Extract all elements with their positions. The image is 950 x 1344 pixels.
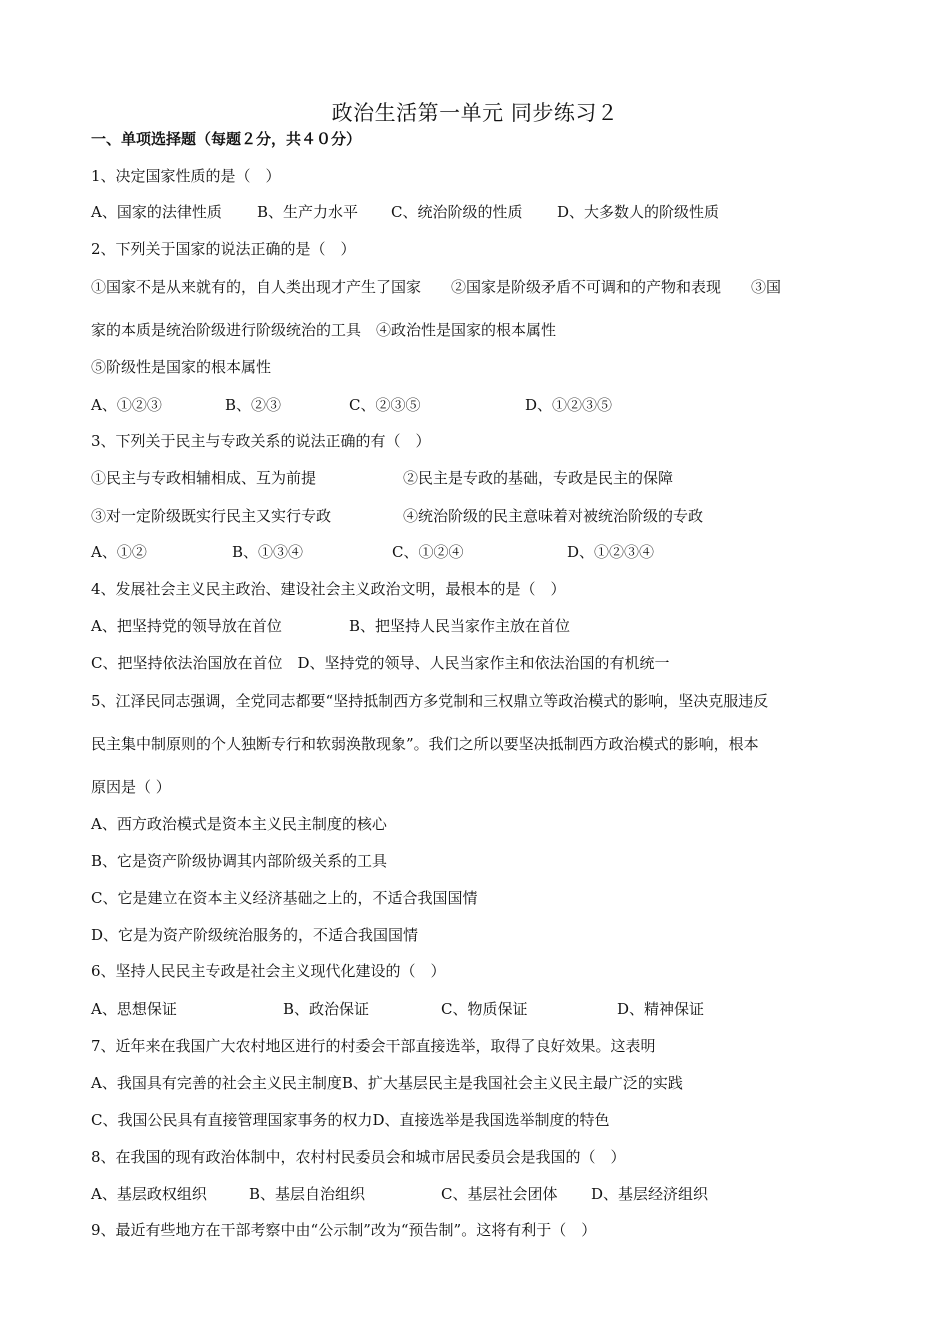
q4-option-b: B、把坚持人民当家作主放在首位	[349, 617, 571, 635]
question-3-options	[91, 541, 851, 563]
q8-option-c: C、基层社会团体	[441, 1185, 558, 1203]
q6-option-c: C、物质保证	[441, 1000, 528, 1018]
question-9-stem: 9、最近有些地方在干部考察中由“公示制”改为“预告制”。这将有利于（ ）	[91, 1221, 597, 1239]
q4-options-row-1	[91, 615, 851, 637]
q2-statements-line-1: ①国家不是从来就有的，自人类出现才产生了国家 ②国家是阶级矛盾不可调和的产物和表现 ③国	[91, 278, 782, 296]
question-1-options	[91, 201, 851, 223]
question-2-options	[91, 394, 851, 416]
q3-statements-row-1	[91, 467, 851, 489]
document-title: 政治生活第一单元 同步练习２	[331, 101, 619, 125]
q1-option-d: D、大多数人的阶级性质	[557, 203, 720, 221]
q5-option-b: B、它是资产阶级协调其内部阶级关系的工具	[91, 852, 388, 870]
question-8-stem: 8、在我国的现有政治体制中，农村村民委员会和城市居民委员会是我国的（ ）	[91, 1148, 626, 1166]
q3-statement-2: ②民主是专政的基础，专政是民主的保障	[403, 469, 674, 487]
q2-option-c: C、②③⑤	[349, 396, 421, 414]
q6-option-d: D、精神保证	[617, 1000, 705, 1018]
q1-option-b: B、生产力水平	[257, 203, 359, 221]
q7-options-row-1: A、我国具有完善的社会主义民主制度B、扩大基层民主是我国社会主义民主最广泛的实践	[91, 1074, 683, 1092]
q3-option-d: D、①②③④	[567, 543, 655, 561]
q4-options-row-2: C、把坚持依法治国放在首位 D、坚持党的领导、人民当家作主和依法治国的有机统一	[91, 654, 670, 672]
q8-option-a: A、基层政权组织	[91, 1185, 207, 1203]
question-7-stem: 7、近年来在我国广大农村地区进行的村委会干部直接选举，取得了良好效果。这表明	[91, 1037, 656, 1055]
section-heading: 一、单项选择题（每题２分，共４０分）	[91, 130, 362, 148]
q4-option-a: A、把坚持党的领导放在首位	[91, 617, 282, 635]
q1-option-a: A、国家的法律性质	[91, 203, 222, 221]
question-5-stem-line-1: 5、江泽民同志强调，全党同志都要“坚持抵制西方多党制和三权鼎立等政治模式的影响，坚决克服违反	[91, 692, 769, 710]
q3-option-b: B、①③④	[232, 543, 304, 561]
q2-option-b: B、②③	[225, 396, 282, 414]
q3-option-c: C、①②④	[392, 543, 464, 561]
q6-option-a: A、思想保证	[91, 1000, 177, 1018]
q6-option-b: B、政治保证	[283, 1000, 370, 1018]
q3-statement-3: ③对一定阶级既实行民主又实行专政	[91, 507, 332, 525]
q2-option-a: A、①②③	[91, 396, 162, 414]
question-8-options	[91, 1183, 851, 1205]
q3-option-a: A、①②	[91, 543, 147, 561]
q5-option-c: C、它是建立在资本主义经济基础之上的，不适合我国国情	[91, 889, 478, 907]
question-6-options	[91, 998, 851, 1020]
q5-option-a: A、西方政治模式是资本主义民主制度的核心	[91, 815, 387, 833]
question-5-stem-line-2: 民主集中制原则的个人独断专行和软弱涣散现象”。我们之所以要坚决抵制西方政治模式的影响，根本	[91, 735, 759, 753]
q5-option-d: D、它是为资产阶级统治服务的，不适合我国国情	[91, 926, 419, 944]
question-3-stem: 3、下列关于民主与专政关系的说法正确的有（ ）	[91, 432, 431, 450]
q2-option-d: D、①②③⑤	[525, 396, 613, 414]
q8-option-d: D、基层经济组织	[591, 1185, 709, 1203]
question-5-stem-line-3: 原因是（ ）	[91, 778, 171, 796]
q3-statement-4: ④统治阶级的民主意味着对被统治阶级的专政	[403, 507, 704, 525]
q1-option-c: C、统治阶级的性质	[391, 203, 523, 221]
q2-statements-line-3: ⑤阶级性是国家的根本属性	[91, 358, 272, 376]
q3-statement-1: ①民主与专政相辅相成、互为前提	[91, 469, 317, 487]
q2-statements-line-2: 家的本质是统治阶级进行阶级统治的工具 ④政治性是国家的根本属性	[91, 321, 557, 339]
q3-statements-row-2	[91, 505, 851, 527]
question-2-stem: 2、下列关于国家的说法正确的是（ ）	[91, 240, 356, 258]
question-1-stem: 1、决定国家性质的是（ ）	[91, 167, 281, 185]
question-6-stem: 6、坚持人民民主专政是社会主义现代化建设的（ ）	[91, 962, 446, 980]
q7-options-row-2: C、我国公民具有直接管理国家事务的权力D、直接选举是我国选举制度的特色	[91, 1111, 610, 1129]
question-4-stem: 4、发展社会主义民主政治、建设社会主义政治文明，最根本的是（ ）	[91, 580, 566, 598]
q8-option-b: B、基层自治组织	[249, 1185, 366, 1203]
